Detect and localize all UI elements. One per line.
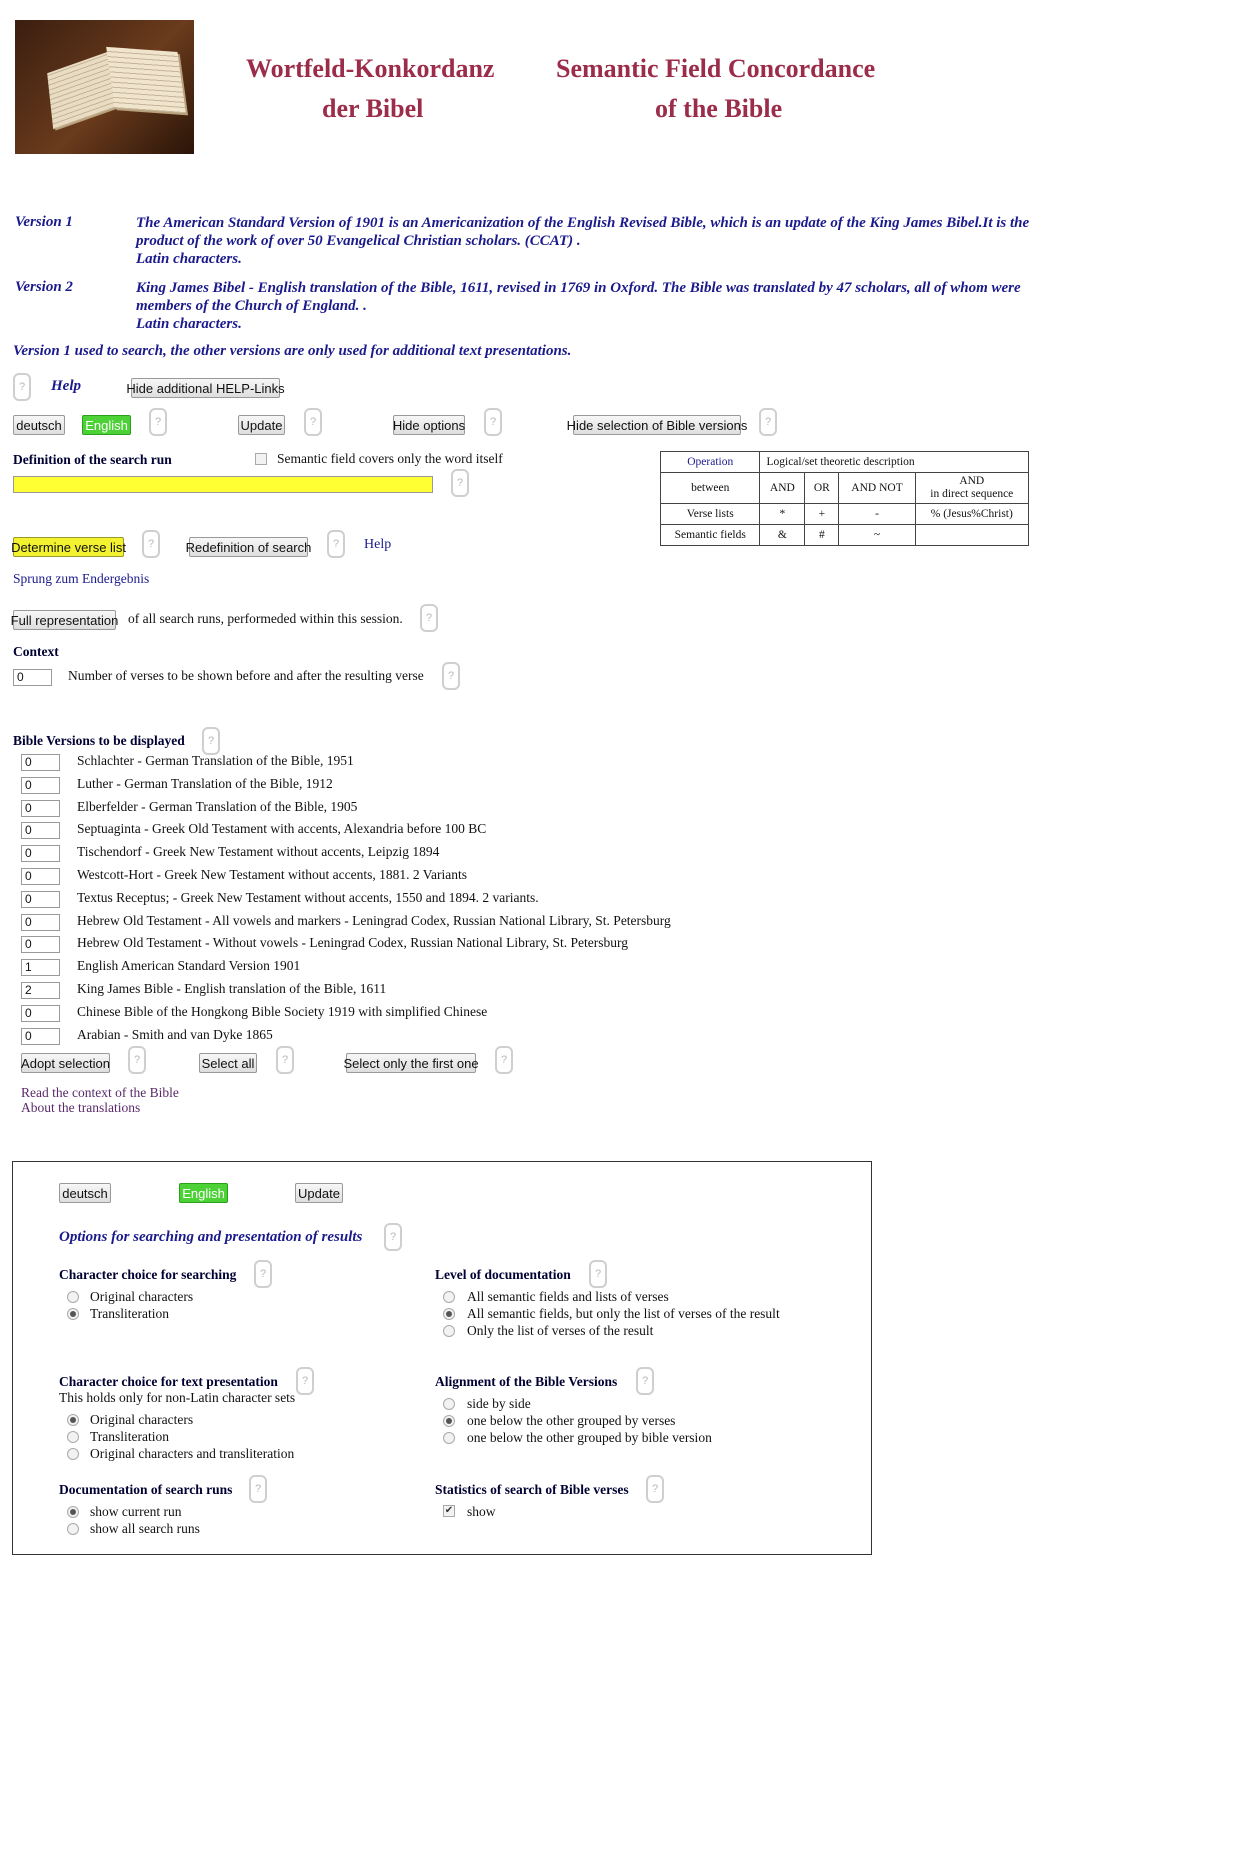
- level-doc-all-radio[interactable]: [443, 1291, 455, 1303]
- char-search-original-radio[interactable]: [67, 1291, 79, 1303]
- determine-help-icon[interactable]: ?: [142, 530, 160, 558]
- statistics-help-icon[interactable]: ?: [646, 1475, 664, 1503]
- ops-or: OR: [805, 473, 839, 504]
- options-deutsch-button[interactable]: deutsch: [59, 1183, 111, 1203]
- bible-versions-help-icon[interactable]: ?: [202, 727, 220, 755]
- select-first-button[interactable]: Select only the first one: [346, 1053, 476, 1073]
- char-present-original-radio[interactable]: [67, 1414, 79, 1426]
- redefinition-help-icon[interactable]: ?: [327, 530, 345, 558]
- ops-field-and: &: [760, 525, 805, 546]
- char-present-translit-label: Transliteration: [90, 1429, 169, 1444]
- version2-text: King James Bibel - English translation of the Bible, 1611, revised in 1769 in Oxford. The Bible was translated by 47 scholars, all of whom were members of the Church of England. .: [136, 280, 1021, 314]
- title-german-line2: der Bibel: [322, 94, 424, 123]
- language-help-icon[interactable]: ?: [149, 408, 167, 436]
- search-help-icon[interactable]: ?: [451, 469, 469, 497]
- options-panel: [12, 1161, 872, 1555]
- char-present-translit-radio[interactable]: [67, 1431, 79, 1443]
- bible-version-count-input[interactable]: 0: [21, 914, 60, 931]
- bible-version-count-input[interactable]: 0: [21, 1005, 60, 1022]
- char-search-label: Character choice for searching: [59, 1267, 237, 1282]
- alignment-verses-label: one below the other grouped by verses: [467, 1413, 676, 1428]
- full-representation-text: of all search runs, performeded within this session.: [128, 611, 403, 626]
- bible-version-name: Schlachter - German Translation of the Bible, 1951: [77, 753, 354, 768]
- char-search-translit-radio[interactable]: [67, 1308, 79, 1320]
- ops-and: AND: [760, 473, 805, 504]
- ops-and-sequence-line1: AND: [959, 475, 985, 487]
- ops-head-operation: Operation: [661, 452, 760, 473]
- semantic-only-label: Semantic field covers only the word itself: [277, 451, 503, 466]
- statistics-label: Statistics of search of Bible verses: [435, 1482, 629, 1497]
- level-doc-all-label: All semantic fields and lists of verses: [467, 1289, 669, 1304]
- title-german-line1: Wortfeld-Konkordanz: [246, 54, 495, 83]
- alignment-side-radio[interactable]: [443, 1398, 455, 1410]
- bible-version-count-input[interactable]: 0: [21, 754, 60, 771]
- level-doc-help-icon[interactable]: ?: [589, 1260, 607, 1288]
- select-all-help-icon[interactable]: ?: [276, 1046, 294, 1074]
- doc-runs-all-label: show all search runs: [90, 1521, 200, 1536]
- ops-between: between: [661, 473, 760, 504]
- version1-label: Version 1: [15, 214, 73, 230]
- version2-label: Version 2: [15, 279, 73, 295]
- context-verses-input[interactable]: 0: [13, 669, 52, 686]
- select-first-help-icon[interactable]: ?: [495, 1046, 513, 1074]
- doc-runs-current-label: show current run: [90, 1504, 182, 1519]
- bible-version-count-input[interactable]: 0: [21, 845, 60, 862]
- bible-version-name: Hebrew Old Testament - All vowels and markers - Leningrad Codex, Russian National Library, St. Petersburg: [77, 913, 671, 928]
- full-representation-help-icon[interactable]: ?: [420, 604, 438, 632]
- bible-versions-label: Bible Versions to be displayed: [13, 733, 185, 748]
- level-doc-result-label: Only the list of verses of the result: [467, 1323, 654, 1338]
- version2-chars: Latin characters.: [136, 316, 242, 332]
- bible-version-name: Luther - German Translation of the Bible, 1912: [77, 776, 333, 791]
- alignment-help-icon[interactable]: ?: [636, 1367, 654, 1395]
- ops-field-not: ~: [839, 525, 915, 546]
- bible-version-name: Textus Receptus; - Greek New Testament without accents, 1550 and 1894. 2 variants.: [77, 890, 539, 905]
- statistics-show-label: show: [467, 1504, 496, 1519]
- char-search-original-label: Original characters: [90, 1289, 194, 1304]
- bible-version-count-input[interactable]: 0: [21, 822, 60, 839]
- search-definition-label: Definition of the search run: [13, 452, 172, 467]
- hide-help-links-button[interactable]: Hide additional HELP-Links: [131, 378, 280, 398]
- hide-options-button[interactable]: Hide options: [393, 415, 465, 435]
- ops-verse-or: +: [805, 504, 839, 525]
- read-context-link[interactable]: Read the context of the Bible: [21, 1085, 179, 1100]
- bible-version-name: Westcott-Hort - Greek New Testament without accents, 1881. 2 Variants: [77, 867, 467, 882]
- ops-and-sequence: [915, 473, 1028, 504]
- alignment-label: Alignment of the Bible Versions: [435, 1374, 618, 1389]
- ops-field-sequence: [915, 525, 1028, 546]
- ops-and-not: AND NOT: [839, 473, 915, 504]
- char-present-both-label: Original characters and transliteration: [90, 1446, 295, 1461]
- semantic-only-checkbox[interactable]: [255, 453, 267, 465]
- operations-table: [660, 451, 1029, 546]
- ops-and-sequence-line2: in direct sequence: [930, 488, 1014, 500]
- bible-version-count-input[interactable]: 0: [21, 868, 60, 885]
- alignment-version-radio[interactable]: [443, 1432, 455, 1444]
- doc-runs-all-radio[interactable]: [67, 1523, 79, 1535]
- bible-version-name: Elberfelder - German Translation of the Bible, 1905: [77, 799, 358, 814]
- ops-verse-lists: Verse lists: [661, 504, 760, 525]
- update-help-icon[interactable]: ?: [304, 408, 322, 436]
- alignment-version-label: one below the other grouped by bible version: [467, 1430, 712, 1445]
- version1-chars: Latin characters.: [136, 251, 242, 267]
- statistics-checkbox[interactable]: ✔: [444, 1505, 454, 1516]
- options-title: Options for searching and presentation of results: [59, 1229, 363, 1245]
- level-doc-fields-label: All semantic fields, but only the list of verses of the result: [467, 1306, 780, 1321]
- bible-version-name: Arabian - Smith and van Dyke 1865: [77, 1027, 273, 1042]
- char-present-original-label: Original characters: [90, 1412, 194, 1427]
- full-representation-button[interactable]: Full representation: [13, 610, 116, 630]
- level-doc-fields-radio[interactable]: [443, 1308, 455, 1320]
- options-help-icon[interactable]: ?: [484, 408, 502, 436]
- bible-version-count-input[interactable]: 0: [21, 1028, 60, 1045]
- ops-semantic-fields: Semantic fields: [661, 525, 760, 546]
- jump-to-result-link[interactable]: Sprung zum Endergebnis: [13, 571, 150, 586]
- bible-version-name: Hebrew Old Testament - Without vowels - Leningrad Codex, Russian National Library, St. Petersburg: [77, 935, 629, 950]
- title-english-line2: of the Bible: [655, 94, 783, 123]
- level-doc-result-radio[interactable]: [443, 1325, 455, 1337]
- deutsch-button[interactable]: deutsch: [13, 415, 65, 435]
- search-input[interactable]: [13, 476, 433, 493]
- bible-version-count-input[interactable]: 2: [21, 982, 60, 999]
- bible-version-count-input[interactable]: 1: [21, 959, 60, 976]
- bible-version-name: Chinese Bible of the Hongkong Bible Society 1919 with simplified Chinese: [77, 1004, 488, 1019]
- ops-head-description: Logical/set theoretic description: [760, 452, 1029, 473]
- alignment-verses-radio[interactable]: [443, 1415, 455, 1427]
- version1-description: [136, 214, 1036, 268]
- char-search-translit-label: Transliteration: [90, 1306, 169, 1321]
- doc-runs-label: Documentation of search runs: [59, 1482, 233, 1497]
- about-translations-link[interactable]: About the translations: [21, 1100, 141, 1115]
- bible-version-count-input[interactable]: 0: [21, 777, 60, 794]
- bible-book-image: [15, 20, 194, 154]
- selection-help-icon[interactable]: ?: [759, 408, 777, 436]
- bible-version-count-input[interactable]: 0: [21, 800, 60, 817]
- english-button[interactable]: English: [82, 415, 131, 435]
- bible-version-count-input[interactable]: 0: [21, 891, 60, 908]
- options-english-button[interactable]: English: [179, 1183, 228, 1203]
- update-button[interactable]: Update: [238, 415, 285, 435]
- options-title-help-icon[interactable]: ?: [384, 1223, 402, 1251]
- select-all-button[interactable]: Select all: [199, 1053, 257, 1073]
- bible-version-name: Septuaginta - Greek Old Testament with accents, Alexandria before 100 BC: [77, 821, 487, 836]
- help-link[interactable]: Help: [364, 537, 392, 552]
- bible-version-name: Tischendorf - Greek New Testament without accents, Leipzig 1894: [77, 844, 440, 859]
- doc-runs-current-radio[interactable]: [67, 1506, 79, 1518]
- help-label: Help: [51, 378, 81, 394]
- help-question-icon[interactable]: ?: [13, 373, 31, 401]
- ops-verse-not: -: [839, 504, 915, 525]
- char-present-label: Character choice for text presentation: [59, 1374, 278, 1389]
- version1-text: The American Standard Version of 1901 is an Americanization of the English Revised Bible, which is an update of the King James Bibel.It is the product of the work of over 50 Evangelical Christian scholars. (CCAT) .: [136, 215, 1030, 249]
- ops-verse-and: *: [760, 504, 805, 525]
- level-doc-label: Level of documentation: [435, 1267, 571, 1282]
- redefinition-button[interactable]: Redefinition of search: [189, 537, 308, 557]
- context-description: Number of verses to be shown before and after the resulting verse: [68, 668, 424, 683]
- version2-description: [136, 279, 1036, 333]
- char-present-sub: This holds only for non-Latin character sets: [59, 1390, 296, 1405]
- options-update-button[interactable]: Update: [295, 1183, 343, 1203]
- char-present-both-radio[interactable]: [67, 1448, 79, 1460]
- ops-field-or: #: [805, 525, 839, 546]
- hide-bible-selection-button[interactable]: Hide selection of Bible versions: [573, 415, 741, 435]
- version-usage-note: Version 1 used to search, the other versions are only used for additional text presentations.: [13, 343, 572, 359]
- alignment-side-label: side by side: [467, 1396, 531, 1411]
- char-present-help-icon[interactable]: ?: [296, 1367, 314, 1395]
- adopt-help-icon[interactable]: ?: [128, 1046, 146, 1074]
- bible-version-count-input[interactable]: 0: [21, 936, 60, 953]
- ops-verse-sequence: % (Jesus%Christ): [915, 504, 1028, 525]
- title-english-line1: Semantic Field Concordance: [556, 54, 876, 83]
- bible-version-name: King James Bible - English translation of the Bible, 1611: [77, 981, 387, 996]
- context-help-icon[interactable]: ?: [442, 662, 460, 690]
- determine-verse-list-button[interactable]: Determine verse list: [13, 537, 124, 557]
- char-search-help-icon[interactable]: ?: [254, 1260, 272, 1288]
- doc-runs-help-icon[interactable]: ?: [249, 1475, 267, 1503]
- context-label: Context: [13, 644, 59, 659]
- bible-version-name: English American Standard Version 1901: [77, 958, 301, 973]
- adopt-selection-button[interactable]: Adopt selection: [21, 1053, 110, 1073]
